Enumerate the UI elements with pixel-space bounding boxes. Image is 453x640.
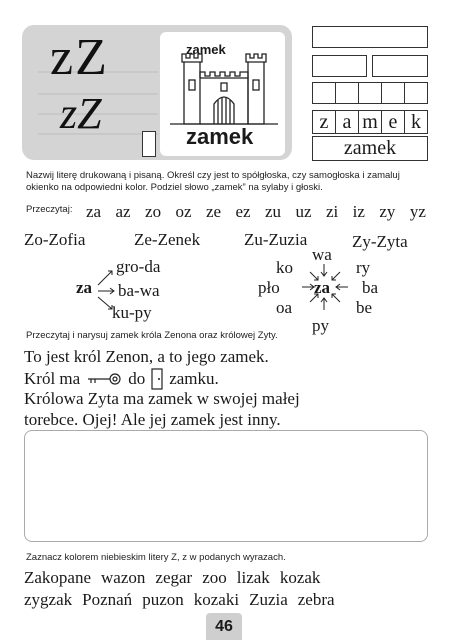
word-row [24,568,320,588]
syllable: zu [265,202,282,221]
page-number: 46 [206,613,242,640]
read-label: Przeczytaj: [26,204,73,215]
syllable-box-full[interactable] [312,26,428,48]
left-bottom-syllable: ku-py [112,303,152,322]
syllable: yz [409,202,426,221]
syllable: zo [145,202,162,221]
name-syllable: Ze-Zenek [134,230,201,249]
door-icon [151,368,163,390]
drawing-area[interactable] [24,430,428,542]
story-text: do [128,369,146,388]
syllable: ze [205,202,222,221]
word[interactable]: kozak [279,568,321,587]
right-topright-syllable: ry [356,258,371,277]
word[interactable]: Zuzia [249,590,288,609]
name-syllable: Zu-Zuzia [244,230,308,249]
syllable: az [115,202,131,221]
syllable: zi [325,202,339,221]
right-right-syllable: ba [362,278,379,297]
story-line [24,368,219,390]
word[interactable]: lizak [236,568,270,587]
right-bottomleft-syllable: oa [276,298,293,317]
right-topleft-syllable: ko [276,258,293,277]
print-letters: zZ [50,29,109,86]
word[interactable]: zegar [155,568,193,587]
left-top-syllable: gro-da [116,257,161,276]
letter-cell: z [313,111,336,133]
syllable: uz [295,202,312,221]
letter-cell: e [382,111,405,133]
picture-word: zamek [186,124,254,149]
letter-cell: a [336,111,359,133]
syllable: ez [235,202,251,221]
word[interactable]: zygzak [24,590,73,609]
syllable-row [86,202,426,222]
word[interactable]: Zakopane [24,568,92,587]
right-left-syllable: pło [258,278,280,297]
right-bottomright-syllable: be [356,298,373,317]
word[interactable]: zoo [202,568,227,587]
syllable: oz [175,202,192,221]
right-top-syllable: wa [312,245,332,264]
name-syllable: Zo-Zofia [24,230,86,249]
task1-instruction: Nazwij literę drukowaną i pisaną. Określ czy jest to spółgłoska, czy samogłoska i zamaluj okienko na odpowiedni kolor. Podziel słowo „zamek” na sylaby i głoski. [26,170,400,193]
story-text: zamku. [169,369,219,388]
word-row [24,590,335,610]
right-bottom-syllable: py [312,316,329,335]
word[interactable]: wazon [101,568,146,587]
word[interactable]: Poznań [82,590,133,609]
story-text: Król ma [24,369,81,388]
syllable: iz [352,202,365,221]
story-line: torebce. Ojej! Ale jej zamek jest inny. [24,410,281,429]
castle-flag-label: zamek [186,42,226,57]
right-center-syllable: za [314,278,331,297]
color-box[interactable] [142,131,156,157]
word-box: zamek [312,136,428,161]
word[interactable]: zebra [297,590,335,609]
syllable: zy [379,202,396,221]
task2-instruction: Przeczytaj i narysuj zamek króla Zenona oraz królowej Zyty. [26,330,278,341]
story-line: Królowa Zyta ma zamek w swojej małej [24,389,300,408]
syllable-box-2[interactable] [372,55,428,77]
castle-icon [168,50,280,126]
name-syllable: Zy-Zyta [352,232,408,251]
syllable-box-1[interactable] [312,55,367,77]
word[interactable]: kozaki [193,590,240,609]
syllable: za [86,202,102,221]
letter-cell: m [359,111,382,133]
sound-boxes[interactable] [312,82,428,104]
letter-cells [312,110,428,134]
script-letters: zZ [60,89,102,138]
left-center-syllable: za [76,278,93,297]
word[interactable]: puzon [142,590,184,609]
key-icon [86,372,122,386]
story-line: To jest król Zenon, a to jego zamek. [24,347,269,366]
letter-cell: k [411,111,421,133]
left-mid-syllable: ba-wa [118,281,160,300]
task3-instruction: Zaznacz kolorem niebieskim litery Z, z w podanych wyrazach. [26,552,286,563]
